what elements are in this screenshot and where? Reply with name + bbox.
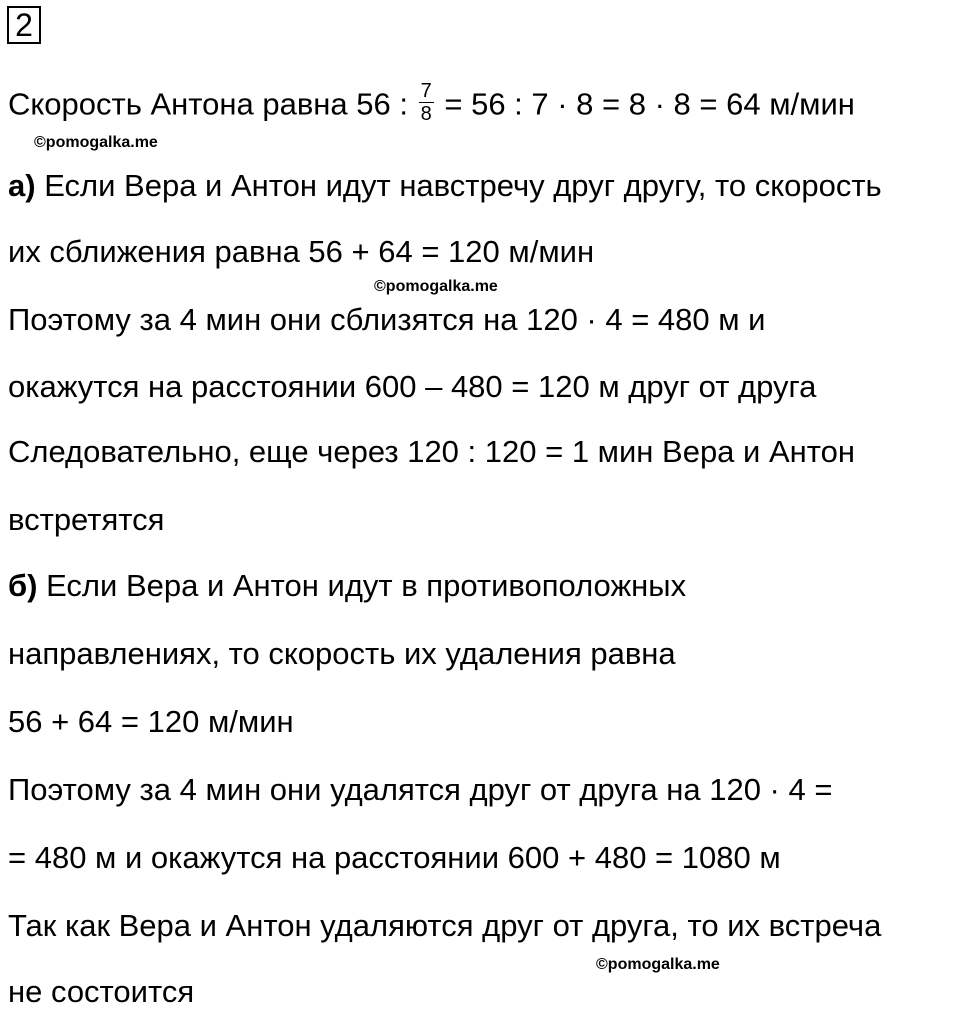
fraction-denominator: 8 xyxy=(420,103,432,125)
part-a-line-1 xyxy=(8,166,882,206)
speed-prefix: Скорость Антона равна 56 : xyxy=(8,86,408,122)
part-b-line-6: Так как Вера и Антон удаляются друг от друга, то их встреча xyxy=(8,908,882,943)
task-number: 2 xyxy=(7,6,41,44)
part-b-text: Если Вера и Антон идут в противоположных xyxy=(37,568,687,603)
part-b-line-3: 56 + 64 = 120 м/мин xyxy=(8,704,294,739)
part-a-line-4: окажутся на расстоянии 600 – 480 = 120 м друг от друга xyxy=(8,369,817,404)
part-b-label: б) xyxy=(8,568,38,603)
speed-suffix: = 56 : 7 · 8 = 8 · 8 = 64 м/мин xyxy=(444,86,855,122)
part-b-line-2: направлениях, то скорость их удаления равна xyxy=(8,636,676,671)
part-b-line-1 xyxy=(8,566,686,606)
watermark: ©pomogalka.me xyxy=(34,134,158,151)
watermark: ©pomogalka.me xyxy=(596,956,720,973)
watermark: ©pomogalka.me xyxy=(374,278,498,295)
part-a-line-6: встретятся xyxy=(8,502,165,537)
part-b-line-5: = 480 м и окажутся на расстоянии 600 + 480 = 1080 м xyxy=(8,840,781,875)
part-a-line-3: Поэтому за 4 мин они сблизятся на 120 · 4 = 480 м и xyxy=(8,302,766,337)
fraction-numerator: 7 xyxy=(420,80,432,102)
fraction xyxy=(419,80,434,125)
part-b-line-7: не состоится xyxy=(8,974,195,1009)
part-b-line-4: Поэтому за 4 мин они удалятся друг от друга на 120 · 4 = xyxy=(8,772,833,807)
part-a-line-5: Следовательно, еще через 120 : 120 = 1 мин Вера и Антон xyxy=(8,434,855,469)
part-a-text: Если Вера и Антон идут навстречу друг другу, то скорость xyxy=(35,168,882,203)
part-a-line-2: их сближения равна 56 + 64 = 120 м/мин xyxy=(8,234,595,269)
speed-line xyxy=(8,80,855,129)
part-a-label: а) xyxy=(8,168,36,203)
